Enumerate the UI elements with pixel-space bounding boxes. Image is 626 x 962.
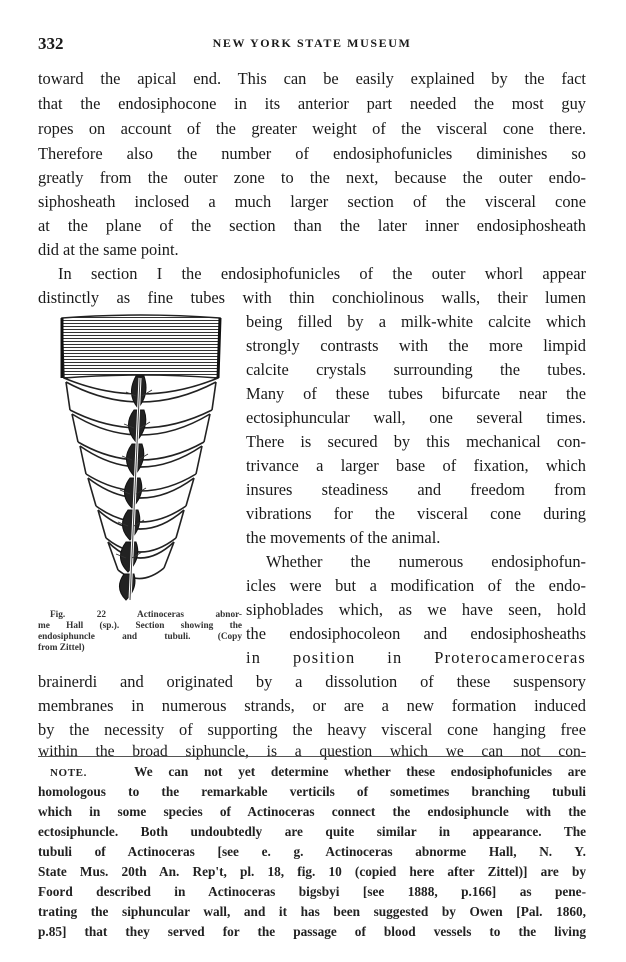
footnote-line: homologous to the remarkable verticils of sometimes branching tubuli bbox=[38, 784, 586, 799]
body-line: at the plane of the section than the later inner endosiphosheath bbox=[38, 216, 586, 235]
caption-line: from Zittel) bbox=[38, 643, 85, 653]
body-line: vibrations for the visceral cone during bbox=[246, 504, 586, 523]
body-line: In section I the endosiphofunicles of the outer whorl appear bbox=[58, 264, 586, 283]
body-line: membranes in numerous strands, or are a new formation induced bbox=[38, 696, 586, 715]
body-line: Whether the numerous endosiphofun- bbox=[266, 552, 586, 571]
body-line: ectosiphuncular wall, one several times. bbox=[246, 408, 586, 427]
footnote-line bbox=[50, 762, 586, 782]
body-line: that the endosiphocone in its anterior part needed the most guy bbox=[38, 94, 586, 113]
footnote-line: State Mus. 20th An. Rep't, pl. 18, fig. 10 (copied here after Zittel)] are by bbox=[38, 864, 586, 879]
caption-line: endosiphuncle and tubuli. (Copy bbox=[38, 632, 242, 642]
footnote-line: p.85] that they served for the passage of blood vessels to the living bbox=[38, 924, 586, 939]
body-line: siphoblades which, as we have seen, hold bbox=[246, 600, 586, 619]
footnote-line: ectosiphuncle. Both undoubtedly are quite similar in appearance. The bbox=[38, 824, 586, 839]
body-line: toward the apical end. This can be easily explained by the fact bbox=[38, 69, 586, 88]
caption-line: me Hall (sp.). Section showing the bbox=[38, 621, 242, 631]
body-line: ropes on account of the greater weight of the visceral cone there. bbox=[38, 119, 586, 138]
fossil-section-figure bbox=[50, 310, 236, 610]
page-number: 332 bbox=[38, 34, 64, 53]
body-line: insures steadiness and freedom from bbox=[246, 480, 586, 499]
body-line: Many of these tubes bifurcate near the bbox=[246, 384, 586, 403]
body-line: Therefore also the number of endosiphofunicles diminishes so bbox=[38, 144, 586, 163]
page-header bbox=[38, 34, 586, 56]
body-line: by the necessity of supporting the heavy visceral cone hanging free bbox=[38, 720, 586, 739]
caption-line: Fig. 22 Actinoceras abnor- bbox=[50, 610, 242, 620]
body-line: within the broad siphuncle, is a question which we can not con- bbox=[38, 743, 586, 760]
body-line: in position in Proterocameroceras bbox=[246, 648, 586, 667]
footnote-text: We can not yet determine whether these endosiphofunicles are bbox=[134, 764, 586, 779]
body-line: did at the same point. bbox=[38, 240, 179, 259]
footnote-divider bbox=[38, 756, 586, 757]
figure-caption bbox=[38, 610, 242, 654]
body-line: brainerdi and originated by a dissolution of these suspensory bbox=[38, 672, 586, 691]
body-line: calcite crystals surrounding the tubes. bbox=[246, 360, 586, 379]
footnote-line: tubuli of Actinoceras [see e. g. Actinoceras abnorme Hall, N. Y. bbox=[38, 844, 586, 859]
footnote-line: Foord described in Actinoceras bigsbyi [see 1888, p.166] as pene- bbox=[38, 884, 586, 899]
running-title: NEW YORK STATE MUSEUM bbox=[212, 36, 412, 50]
body-line: the endosiphocoleon and endosiphosheaths bbox=[246, 624, 586, 643]
body-line: being filled by a milk-white calcite which bbox=[246, 312, 586, 331]
body-line: siphosheath inclosed a much larger section of the visceral cone bbox=[38, 192, 586, 211]
footnote-line: trating the siphuncular wall, and it has been suggested by Owen [Pal. 1860, bbox=[38, 904, 586, 919]
body-line: strongly contrasts with the more limpid bbox=[246, 336, 586, 355]
body-line: distinctly as fine tubes with thin conchiolinous walls, their lumen bbox=[38, 288, 586, 307]
footnote-label: NOTE. bbox=[50, 767, 87, 779]
body-line: trivance a larger base of fixation, which bbox=[246, 456, 586, 475]
footnote-line: which in some species of Actinoceras connect the endosiphuncle with the bbox=[38, 804, 586, 819]
fossil-section-drawing bbox=[50, 310, 236, 610]
body-line: icles were but a modification of the endo- bbox=[246, 576, 586, 595]
body-line: There is secured by this mechanical con- bbox=[246, 432, 586, 451]
body-line: greatly from the outer zone to the next, because the outer endo- bbox=[38, 168, 586, 187]
body-line: the movements of the animal. bbox=[246, 528, 441, 547]
